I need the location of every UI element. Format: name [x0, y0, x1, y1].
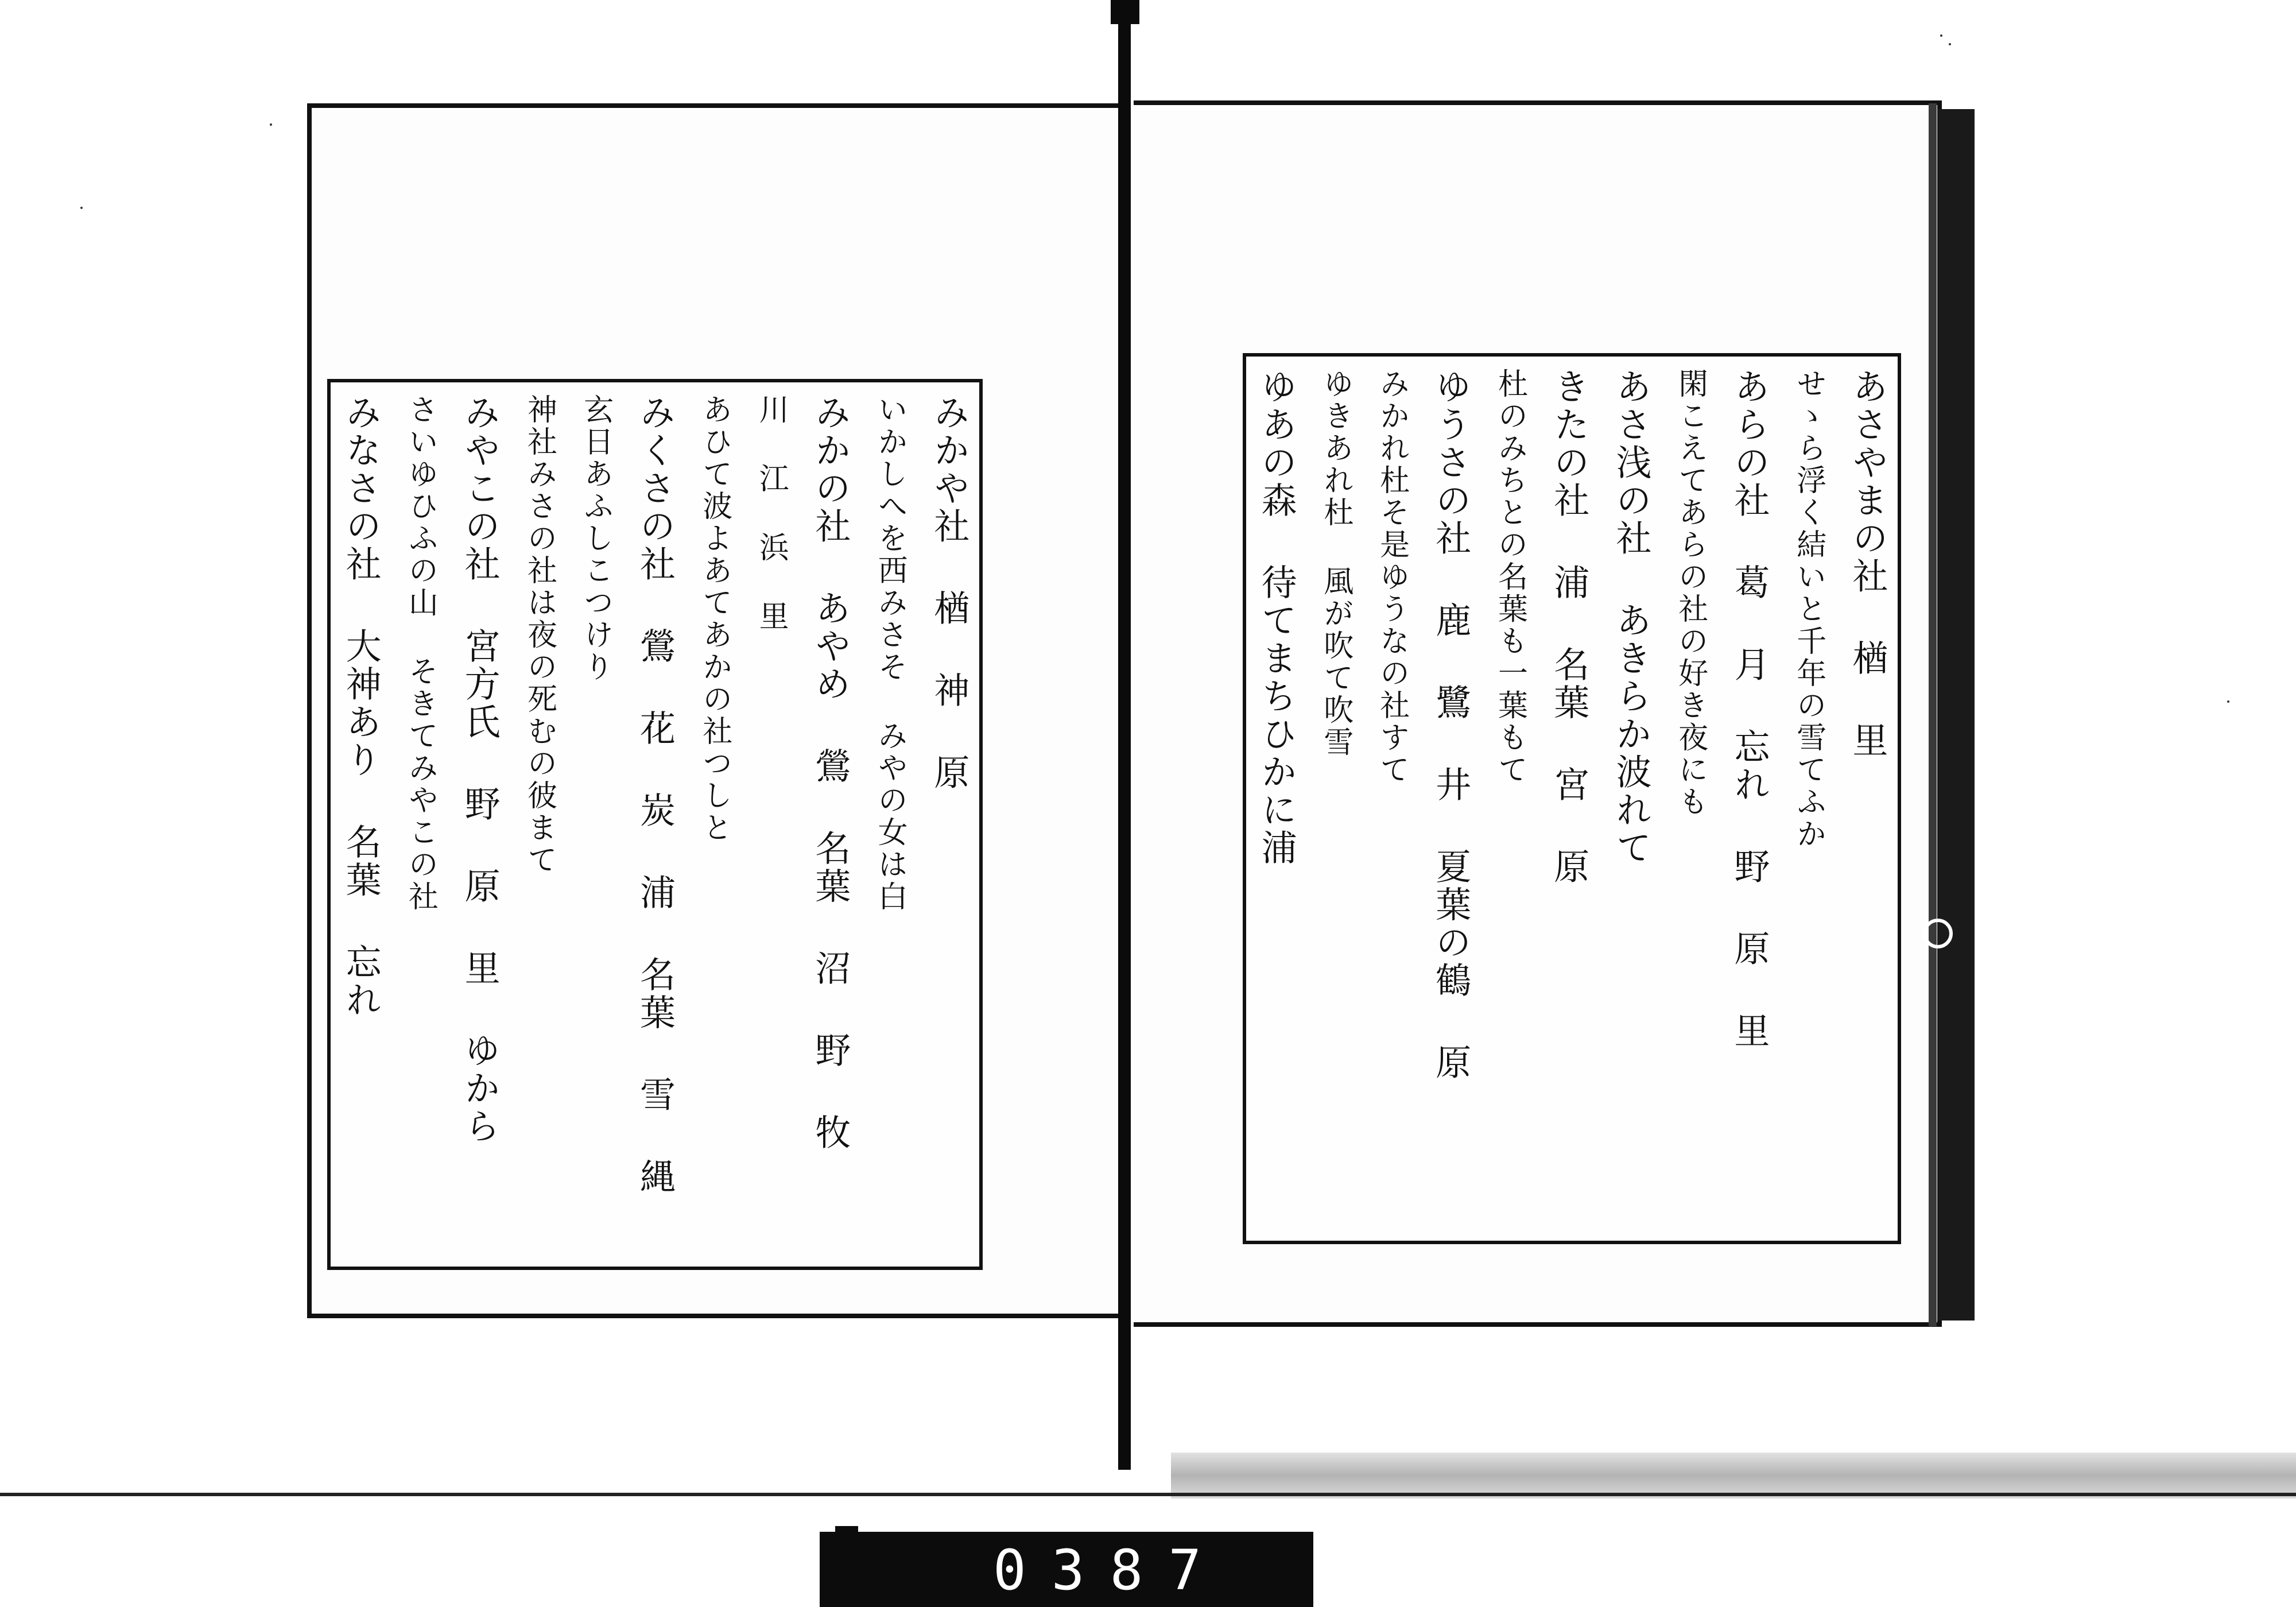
edge-notch-mark — [1923, 919, 1953, 948]
left-column-10: さいゆひふの山 そきてみやこの社 — [403, 394, 438, 913]
right-column-1: あさやまの社 楢 里 — [1846, 368, 1888, 760]
left-column-8: 神社みさの社は夜の死むの彼まて — [522, 394, 557, 876]
right-column-3: あらの社 葛 月 忘れ 野 原 里 — [1728, 368, 1770, 1050]
right-column-10: ゆきあれ杜 風が吹て吹雪 — [1318, 368, 1353, 758]
book-block-edge — [1937, 109, 1975, 1321]
scan-speckle — [1949, 43, 1951, 45]
lower-page-shadow — [1171, 1453, 2296, 1498]
scan-bottom-rule — [0, 1493, 2296, 1496]
right-column-6: きたの社 浦 名葉 宮 原 — [1548, 368, 1590, 886]
right-column-8: ゆうさの社 鹿 鷺 井 夏葉の鶴 原 — [1429, 368, 1472, 1082]
right-column-11: ゆあの森 待てまちひかに浦 — [1255, 368, 1298, 867]
book-block-inner-edge — [1929, 103, 1937, 1326]
left-column-6: みくさの社 鶯 花 炭 浦 名葉 雪 縄 — [634, 394, 676, 1196]
right-column-4: 閑こえてあらの社の好き夜にも — [1673, 368, 1708, 818]
left-column-2: いかしへを西みさそ みやの女は白 — [872, 394, 907, 913]
left-column-3: みかの社 あやめ 鶯 名葉 沼 野 牧 — [809, 394, 851, 1152]
book-spine — [1118, 0, 1131, 1470]
left-column-7: 玄日あふしこつけり — [578, 394, 613, 683]
left-column-1: みかや社 楢 神 原 — [928, 394, 970, 792]
left-column-4: 川 江 浜 里 — [754, 394, 789, 633]
scan-speckle — [2227, 700, 2229, 703]
left-text-frame — [327, 379, 983, 1270]
scan-speckle — [80, 207, 83, 209]
right-text-frame — [1243, 353, 1901, 1244]
archive-number: 0387 — [993, 1538, 1227, 1602]
right-column-5: あさ浅の社 あきらか波れて — [1610, 368, 1652, 867]
left-column-5: あひて波よあてあかの社つしと — [697, 394, 732, 844]
left-text-columns — [342, 394, 968, 1255]
right-column-7: 杜のみちとの名葉も一葉もて — [1492, 368, 1527, 786]
left-column-11: みなさの社 大神あり 名葉 忘れ — [340, 394, 382, 1019]
right-column-2: せゝら浮く結いと千年の雪てふか — [1791, 368, 1826, 850]
right-column-9: みかれ杜そ是ゆうなの社すて — [1374, 368, 1409, 786]
scan-speckle — [1940, 34, 1942, 37]
right-text-columns — [1255, 368, 1888, 1229]
scan-speckle — [270, 123, 272, 126]
left-column-9: みやこの社 宮方氏 野 原 里 ゆから — [459, 394, 501, 1145]
